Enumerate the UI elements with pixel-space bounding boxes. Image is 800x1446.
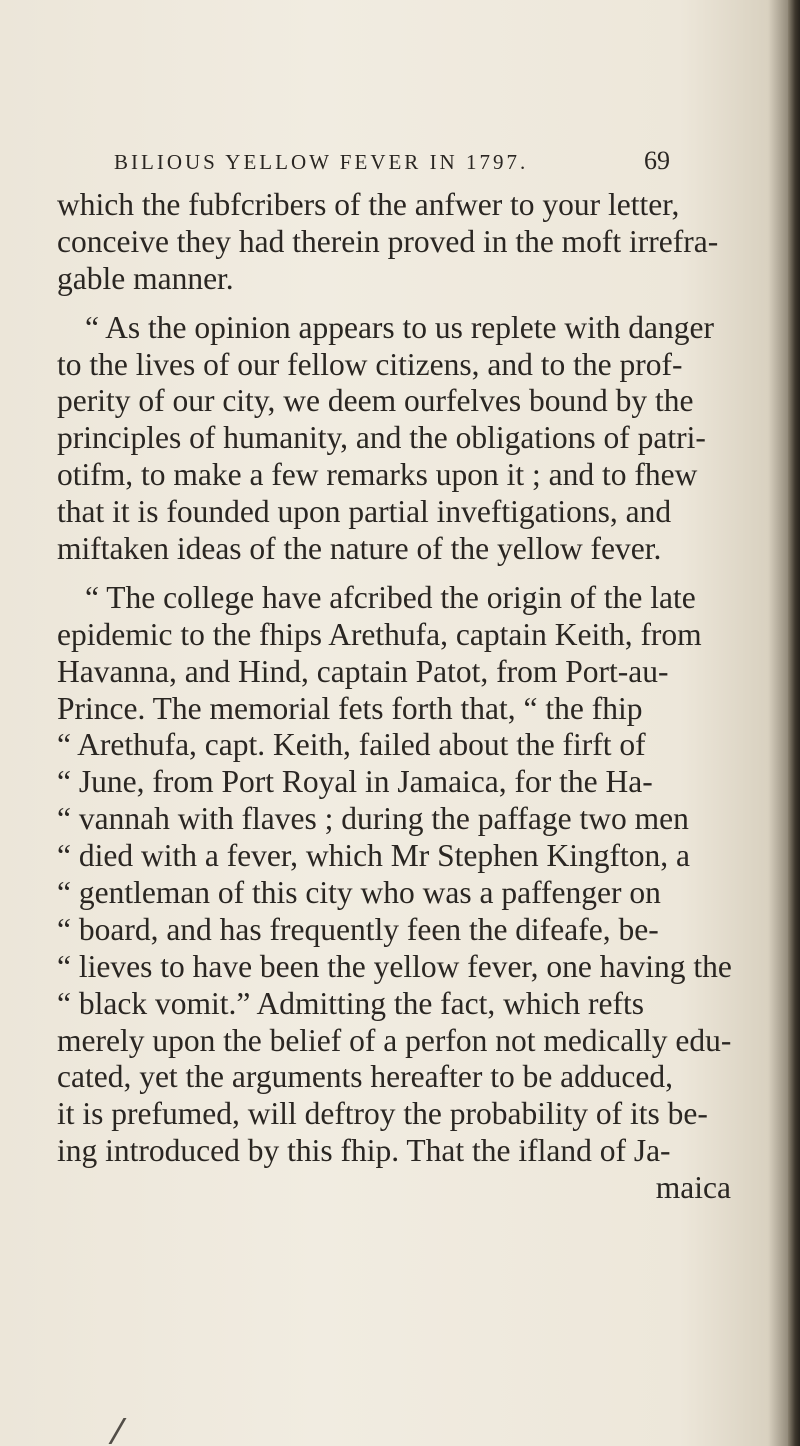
text-line: “ gentleman of this city who was a paffenger on bbox=[57, 875, 661, 911]
ink-mark bbox=[108, 1418, 142, 1444]
text-line: “ vannah with flaves ; during the paffage two men bbox=[57, 801, 689, 837]
text-line: “ black vomit.” Admitting the fact, which refts bbox=[57, 985, 644, 1021]
text-line: “ The college have afcribed the origin of the late bbox=[85, 579, 696, 615]
text-line: “ board, and has frequently feen the difeafe, be- bbox=[57, 911, 659, 947]
text-line: “ As the opinion appears to us replete with danger bbox=[85, 309, 714, 345]
text-line: principles of humanity, and the obligations of patri- bbox=[57, 420, 706, 456]
text-line: “ Arethufa, capt. Keith, failed about the firft of bbox=[57, 727, 646, 763]
text-line: “ June, from Port Royal in Jamaica, for the Ha- bbox=[57, 764, 653, 800]
text-line: conceive they had therein proved in the moft irrefra- bbox=[57, 223, 719, 259]
text-line: “ died with a fever, which Mr Stephen Kingfton, a bbox=[57, 838, 690, 874]
text-line: Havanna, and Hind, captain Patot, from Port-au- bbox=[57, 653, 669, 689]
body-text bbox=[57, 187, 789, 1207]
text-line: it is prefumed, will deftroy the probability of its be- bbox=[57, 1096, 708, 1132]
text-line: cated, yet the arguments hereafter to be adduced, bbox=[57, 1059, 674, 1095]
header-title: BILIOUS YELLOW FEVER IN 1797. bbox=[114, 150, 529, 174]
text-line: perity of our city, we deem ourfelves bound by the bbox=[57, 383, 694, 419]
text-line: epidemic to the fhips Arethufa, captain Keith, from bbox=[57, 616, 702, 652]
text-line: gable manner. bbox=[57, 260, 234, 296]
text-line: which the fubfcribers of the anfwer to your letter, bbox=[57, 187, 680, 222]
text-line: ing introduced by this fhip. That the ifland of Ja- bbox=[57, 1133, 671, 1169]
text-line: merely upon the belief of a perfon not medically edu- bbox=[57, 1022, 732, 1058]
text-line: miftaken ideas of the nature of the yellow fever. bbox=[57, 531, 662, 567]
page-edge bbox=[788, 0, 800, 1446]
text-line: to the lives of our fellow citizens, and to the prof- bbox=[57, 346, 683, 382]
text-line: “ lieves to have been the yellow fever, one having the bbox=[57, 948, 732, 984]
text-line: Prince. The memorial fets forth that, “ the fhip bbox=[57, 690, 643, 726]
page-number: 69 bbox=[644, 146, 670, 175]
text-line: that it is founded upon partial inveftigations, and bbox=[57, 494, 672, 530]
catchword: maica bbox=[655, 1170, 731, 1206]
text-line: otifm, to make a few remarks upon it ; and to fhew bbox=[57, 457, 698, 493]
